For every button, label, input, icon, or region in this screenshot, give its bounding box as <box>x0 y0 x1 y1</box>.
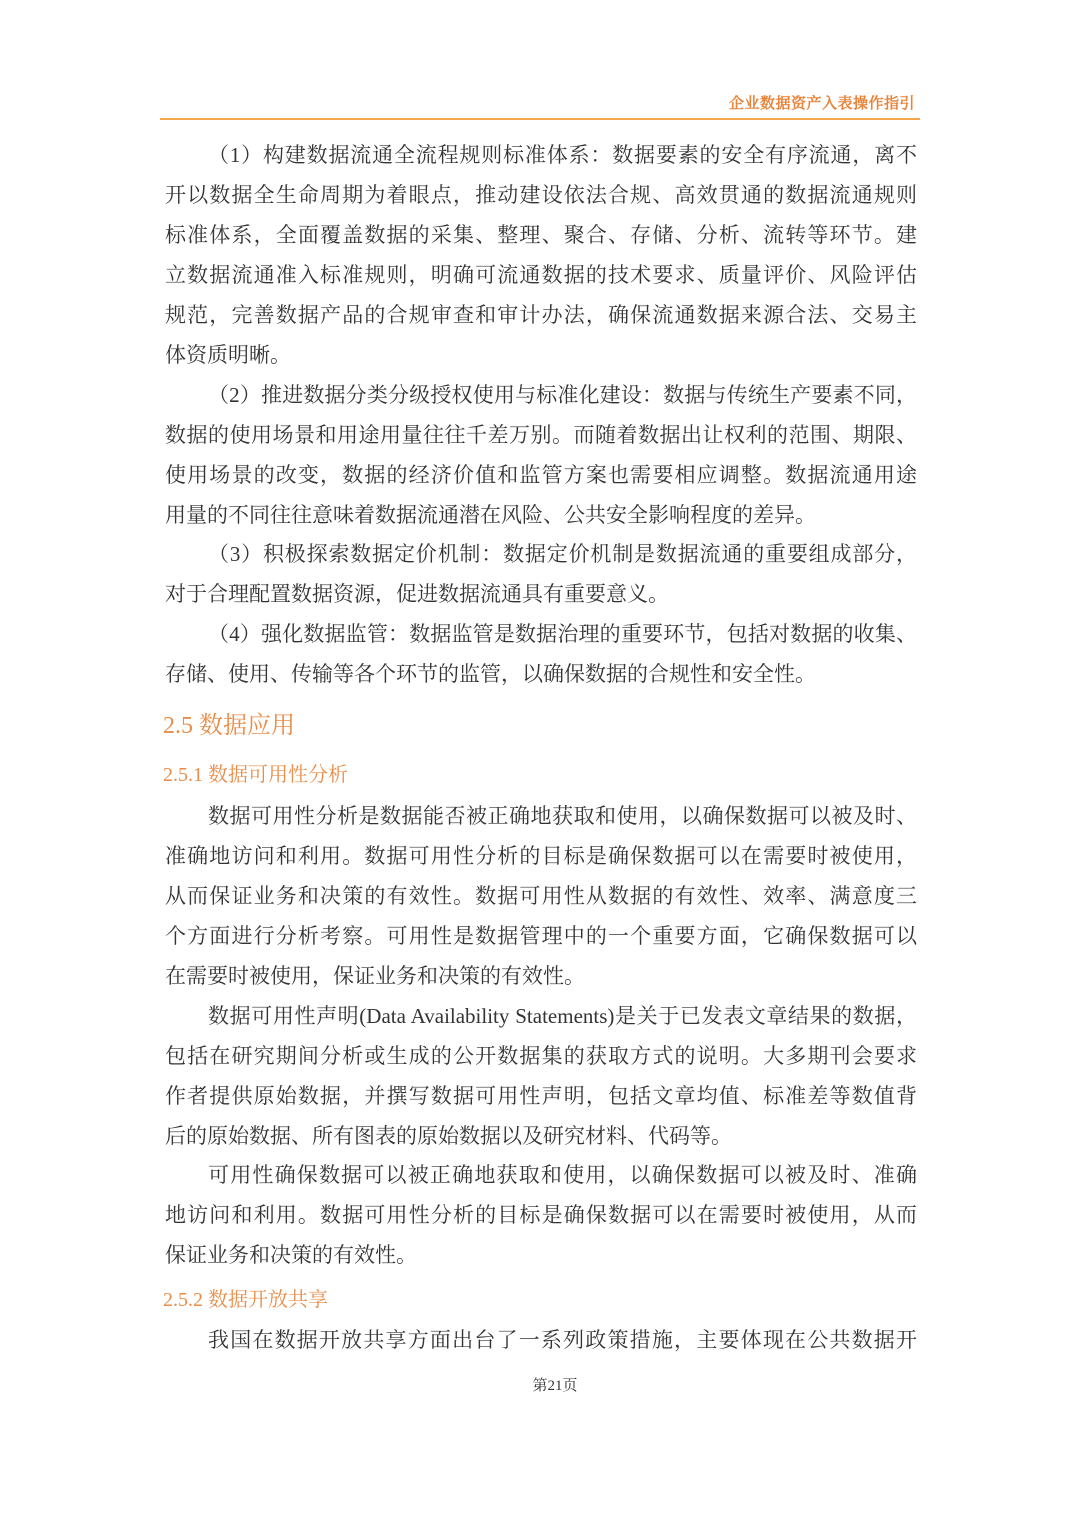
text-line: 使用场景的改变，数据的经济价值和监管方案也需要相应调整。数据流通用途 <box>165 463 917 487</box>
text-line: 规范，完善数据产品的合规审查和审计办法，确保流通数据来源合法、交易主 <box>165 303 917 327</box>
section-heading-2-5: 2.5 数据应用 <box>163 713 295 739</box>
text-line: 保证业务和决策的有效性。 <box>165 1243 417 1267</box>
text-line: （2）推进数据分类分级授权使用与标准化建设：数据与传统生产要素不同， <box>208 383 917 407</box>
text-line: 数据可用性声明(Data Availability Statements)是关于已发表文章结果的数据， <box>208 1004 917 1028</box>
header-divider <box>160 118 920 120</box>
paragraph <box>165 796 917 996</box>
text-line: （4）强化数据监管：数据监管是数据治理的重要环节，包括对数据的收集、 <box>208 622 917 646</box>
paragraph <box>165 375 917 535</box>
text-line: 包括在研究期间分析或生成的公开数据集的获取方式的说明。大多期刊会要求 <box>165 1044 917 1068</box>
text-line: 数据可用性分析是数据能否被正确地获取和使用，以确保数据可以被及时、 <box>208 804 917 828</box>
paragraph <box>165 534 917 614</box>
text-line: （3）积极探索数据定价机制：数据定价机制是数据流通的重要组成部分， <box>208 542 917 566</box>
text-line: 对于合理配置数据资源，促进数据流通具有重要意义。 <box>165 582 669 606</box>
text-line: 我国在数据开放共享方面出台了一系列政策措施，主要体现在公共数据开 <box>208 1328 917 1352</box>
text-line: 从而保证业务和决策的有效性。数据可用性从数据的有效性、效率、满意度三 <box>165 884 917 908</box>
page-number: 第21页 <box>532 1378 578 1394</box>
paragraph <box>165 614 917 694</box>
text-line: 后的原始数据、所有图表的原始数据以及研究材料、代码等。 <box>165 1124 732 1148</box>
subsection-heading-2-5-1: 2.5.1 数据可用性分析 <box>163 764 348 786</box>
text-line: 在需要时被使用，保证业务和决策的有效性。 <box>165 964 585 988</box>
paragraph <box>165 1320 917 1360</box>
text-line: 开以数据全生命周期为着眼点，推动建设依法合规、高效贯通的数据流通规则 <box>165 183 917 207</box>
text-line: （1）构建数据流通全流程规则标准体系：数据要素的安全有序流通，离不 <box>208 143 917 167</box>
paragraph <box>165 996 917 1156</box>
paragraph <box>165 135 917 375</box>
subsection-heading-2-5-2: 2.5.2 数据开放共享 <box>163 1289 328 1311</box>
text-line: 体资质明晰。 <box>165 343 291 367</box>
text-line: 个方面进行分析考察。可用性是数据管理中的一个重要方面，它确保数据可以 <box>165 924 917 948</box>
text-line: 作者提供原始数据，并撰写数据可用性声明，包括文章均值、标准差等数值背 <box>165 1084 917 1108</box>
text-line: 标准体系，全面覆盖数据的采集、整理、聚合、存储、分析、流转等环节。建 <box>165 223 917 247</box>
text-line: 地访问和利用。数据可用性分析的目标是确保数据可以在需要时被使用，从而 <box>165 1203 917 1227</box>
text-line: 数据的使用场景和用途用量往往千差万别。而随着数据出让权利的范围、期限、 <box>165 423 917 447</box>
text-line: 用量的不同往往意味着数据流通潜在风险、公共安全影响程度的差异。 <box>165 503 816 527</box>
running-header: 企业数据资产入表操作指引 <box>728 94 915 112</box>
text-line: 存储、使用、传输等各个环节的监管，以确保数据的合规性和安全性。 <box>165 662 816 686</box>
text-line: 立数据流通准入标准规则，明确可流通数据的技术要求、质量评价、风险评估 <box>165 263 917 287</box>
paragraph <box>165 1155 917 1275</box>
text-line: 可用性确保数据可以被正确地获取和使用，以确保数据可以被及时、准确 <box>208 1163 917 1187</box>
text-line: 准确地访问和利用。数据可用性分析的目标是确保数据可以在需要时被使用， <box>165 844 917 868</box>
